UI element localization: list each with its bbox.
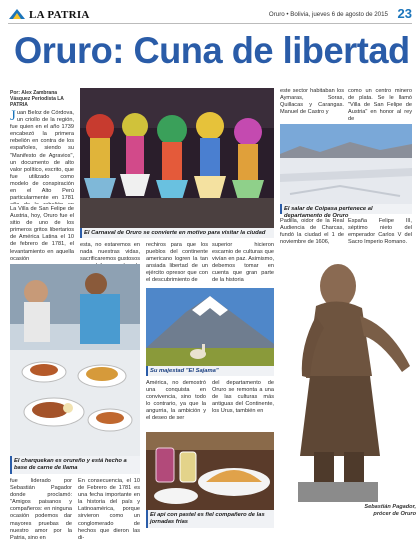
sajama-caption: Su majestad "El Sajama": [150, 368, 219, 374]
article-column-12: [78, 478, 140, 542]
api-caption: El api con pastel es fiel compañero de las jornadas frías: [150, 512, 265, 525]
dateline: Oruro • Bolivia, jueves 6 de agosto de 2015: [268, 11, 388, 18]
carnival-caption: El Carnaval de Oruro se convierte en motivo para visitar la ciudad: [84, 230, 266, 236]
drop-cap: J: [10, 110, 16, 124]
article-text-4: superior hicieron escarnio de culturas que vivían en paz. Asimismo, debemos tomar en cuenta que gran parte de la historia: [212, 242, 274, 284]
article-text-8: España Felipe III, séptimo nieto del emperador Carlos V del Sacro Imperio Romano.: [348, 218, 412, 246]
article-text-5: este sector habitaban los Aymaras, Soras, Quillacas y Carangas. Manuel de Castro y: [280, 88, 344, 116]
article-text-3: rechiros para que los pueblos del continente americano logren la tan ansiada libertad de un ejército opresor que con el descubrimiento de: [146, 242, 208, 284]
api-pastel-image: [146, 432, 274, 510]
statue-caption-role: prócer de Oruro: [373, 511, 416, 517]
article-column-4: [212, 242, 274, 284]
brand-name: LA PATRIA: [29, 9, 90, 21]
sebastian-pagador-statue-image: [280, 256, 414, 502]
sajama-photo: [146, 288, 274, 366]
headline: Oruro: Cuna de libertad: [14, 30, 410, 71]
sajama-mountain-image: [146, 288, 274, 366]
article-column-5: [280, 88, 344, 124]
article-text-9: América, no demostró una conquista en convivencia, sino todo lo contrario, ya que la angurria, la ambición y el deseo de ser: [146, 380, 206, 422]
carnival-photo: [80, 88, 274, 228]
article-text-7: Padilla, oidor de la Real Audiencia de Charcas, fundó la ciudad el 1 de noviembre de 1606,: [280, 218, 344, 246]
api-photo: [146, 432, 274, 510]
page-number: 23: [397, 6, 412, 21]
article-column-7: [280, 218, 344, 252]
article-column-10: [212, 380, 274, 430]
article-column-3: [146, 242, 208, 284]
statue-caption: [350, 504, 416, 518]
charquekan-caption: El charquekan es orureño y está hecho a base de carne de llama: [14, 458, 127, 471]
article-column-6: [348, 88, 412, 124]
article-text-11: fue liderado por Sebastián Pagador donde proclamó: "Amigos paisanos y compañeros: en ninguna ocasión podemos dar mayores pruebas de nuestro amor por la Patria, sino en: [10, 478, 72, 541]
charquekan-dish-image: [10, 264, 140, 456]
byline: Por: Alex Zambrana Vásquez Periodista LA PATRIA: [10, 90, 64, 109]
salt-flat-image: [280, 124, 412, 204]
page-header: [8, 6, 412, 24]
article-column-8: [348, 218, 412, 252]
article-text-1: uan Beloz de Córdova, un criollo de la región, fue quien en el año 1739 encabezó la primera rebelión en contra de los españoles, siendo su "Manifesto de Agravios", un documento de alto valor político, escrito, que fue utilizado como modelo de conspiración en el Alto Perú particularmente en 1781: [10, 110, 74, 202]
article-text-12: En consecuencia, el 10 de Febrero de 1781 es una fecha importante en la historia del país y Latinoamérica, porque sirvieron como un conglomerado de hechos que dieron las di-: [78, 478, 140, 541]
article-column-1: [10, 110, 74, 204]
carnival-dancers-image: [80, 88, 274, 228]
article-column-1b: [10, 206, 74, 262]
statue-photo: [280, 256, 414, 502]
charquekan-photo: [10, 264, 140, 456]
article-text-6: como un centro minero de plata. Se le llamó "Villa de San Felipe de Austria" en honor al rey de: [348, 88, 412, 123]
article-text-1b: La Villa de San Felipe de Austria, hoy, Oruro fue el sitio de uno de los primeros gritos libertarios de América Latina el 10 de febrero de 1781, el levantamiento en aquella ocasión: [10, 206, 74, 262]
statue-caption-name: Sebastián Pagador,: [364, 504, 416, 510]
article-column-11: [10, 478, 72, 542]
article-text-10: del departamento de Oruro se remonta a una de las culturas más antiguas del Continente, los Urus, también en: [212, 380, 274, 415]
article-text-2: esta, no estaremos en nada nuestras vidas, sacrificaremos gustosos: [80, 242, 140, 263]
coipasa-photo: [280, 124, 412, 204]
article-column-9: [146, 380, 206, 430]
newspaper-brand: [8, 8, 90, 21]
brand-logo-icon: [8, 8, 26, 20]
coipasa-caption: El salar de Coipasa pertenece al departamento de Oruro: [284, 206, 373, 219]
